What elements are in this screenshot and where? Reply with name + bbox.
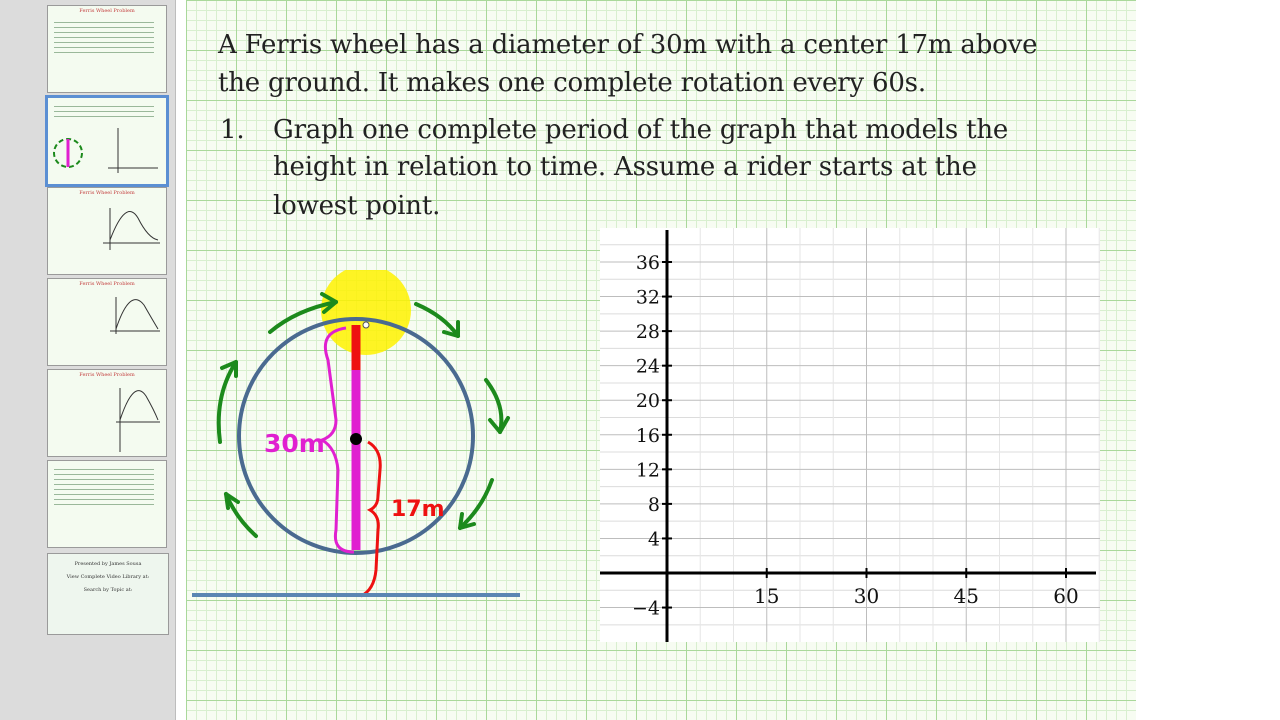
center-dot: [350, 433, 362, 445]
x-tick-label: 45: [953, 584, 979, 608]
item-number: 1.: [220, 115, 245, 145]
credits-library: View Complete Video Library at:: [66, 574, 150, 580]
height-time-graph: [600, 228, 1100, 642]
slide-thumbnail-2[interactable]: [45, 95, 169, 187]
item-line-3: lowest point.: [273, 191, 441, 221]
graph-canvas: [600, 228, 1100, 642]
slide-thumbnail-6[interactable]: [47, 460, 167, 548]
slide-thumbnail-panel: [0, 0, 176, 720]
slide-thumbnail-5[interactable]: [47, 369, 167, 457]
x-tick-label: 30: [853, 584, 880, 608]
top-highlight: [321, 270, 411, 355]
item-line-1: Graph one complete period of the graph that models the: [273, 115, 1009, 145]
y-tick-label: −4: [631, 597, 660, 620]
y-tick-label: 20: [635, 390, 660, 413]
ferris-wheel-diagram: [186, 270, 546, 610]
y-tick-label: 8: [647, 493, 660, 516]
item-line-2: height in relation to time. Assume a rider starts at the: [273, 152, 977, 182]
y-tick-label: 12: [635, 459, 660, 482]
height-brace: [361, 442, 380, 596]
credits-author: Presented by James Sousa: [74, 561, 142, 567]
credits-search: Search by Topic at:: [83, 587, 133, 593]
slide-thumbnail-4[interactable]: [47, 278, 167, 366]
slide-thumbnail-3[interactable]: [47, 187, 167, 275]
thumbnail-title: Ferris Wheel Problem: [79, 281, 135, 287]
thumbnail-title: Ferris Wheel Problem: [79, 8, 135, 14]
right-margin: [1136, 0, 1280, 720]
rider-point: [363, 322, 369, 328]
x-tick-label: 15: [754, 584, 780, 608]
y-tick-label: 24: [635, 355, 660, 378]
y-tick-label: 32: [635, 286, 660, 309]
thumbnail-wheel-icon: [48, 98, 166, 184]
diameter-label: 30m: [264, 429, 325, 458]
y-tick-label: 36: [635, 252, 660, 274]
thumbnail-graph-icon: [48, 279, 166, 365]
problem-line-1: A Ferris wheel has a diameter of 30m with a center 17m above: [218, 30, 1038, 60]
thumbnail-graph-icon: [48, 370, 166, 456]
arrow-top-right: [416, 304, 458, 336]
thumbnail-graph-icon: [48, 188, 166, 274]
arrow-left-upper: [219, 362, 236, 442]
problem-line-2: the ground. It makes one complete rotation every 60s.: [218, 68, 926, 98]
y-tick-label: 4: [647, 528, 660, 551]
y-tick-label: 28: [635, 321, 660, 344]
credits-box: [47, 553, 169, 635]
center-height-label: 17m: [391, 497, 445, 522]
thumbnail-title: Ferris Wheel Problem: [79, 190, 135, 196]
x-tick-label: 60: [1053, 584, 1079, 608]
slide-thumbnail-1[interactable]: [47, 5, 167, 93]
diameter-brace: [322, 328, 354, 552]
arrow-right-lower: [460, 480, 492, 528]
arrow-left-lower: [226, 494, 256, 536]
thumbnail-title: Ferris Wheel Problem: [79, 372, 135, 378]
y-tick-label: 16: [635, 424, 660, 447]
